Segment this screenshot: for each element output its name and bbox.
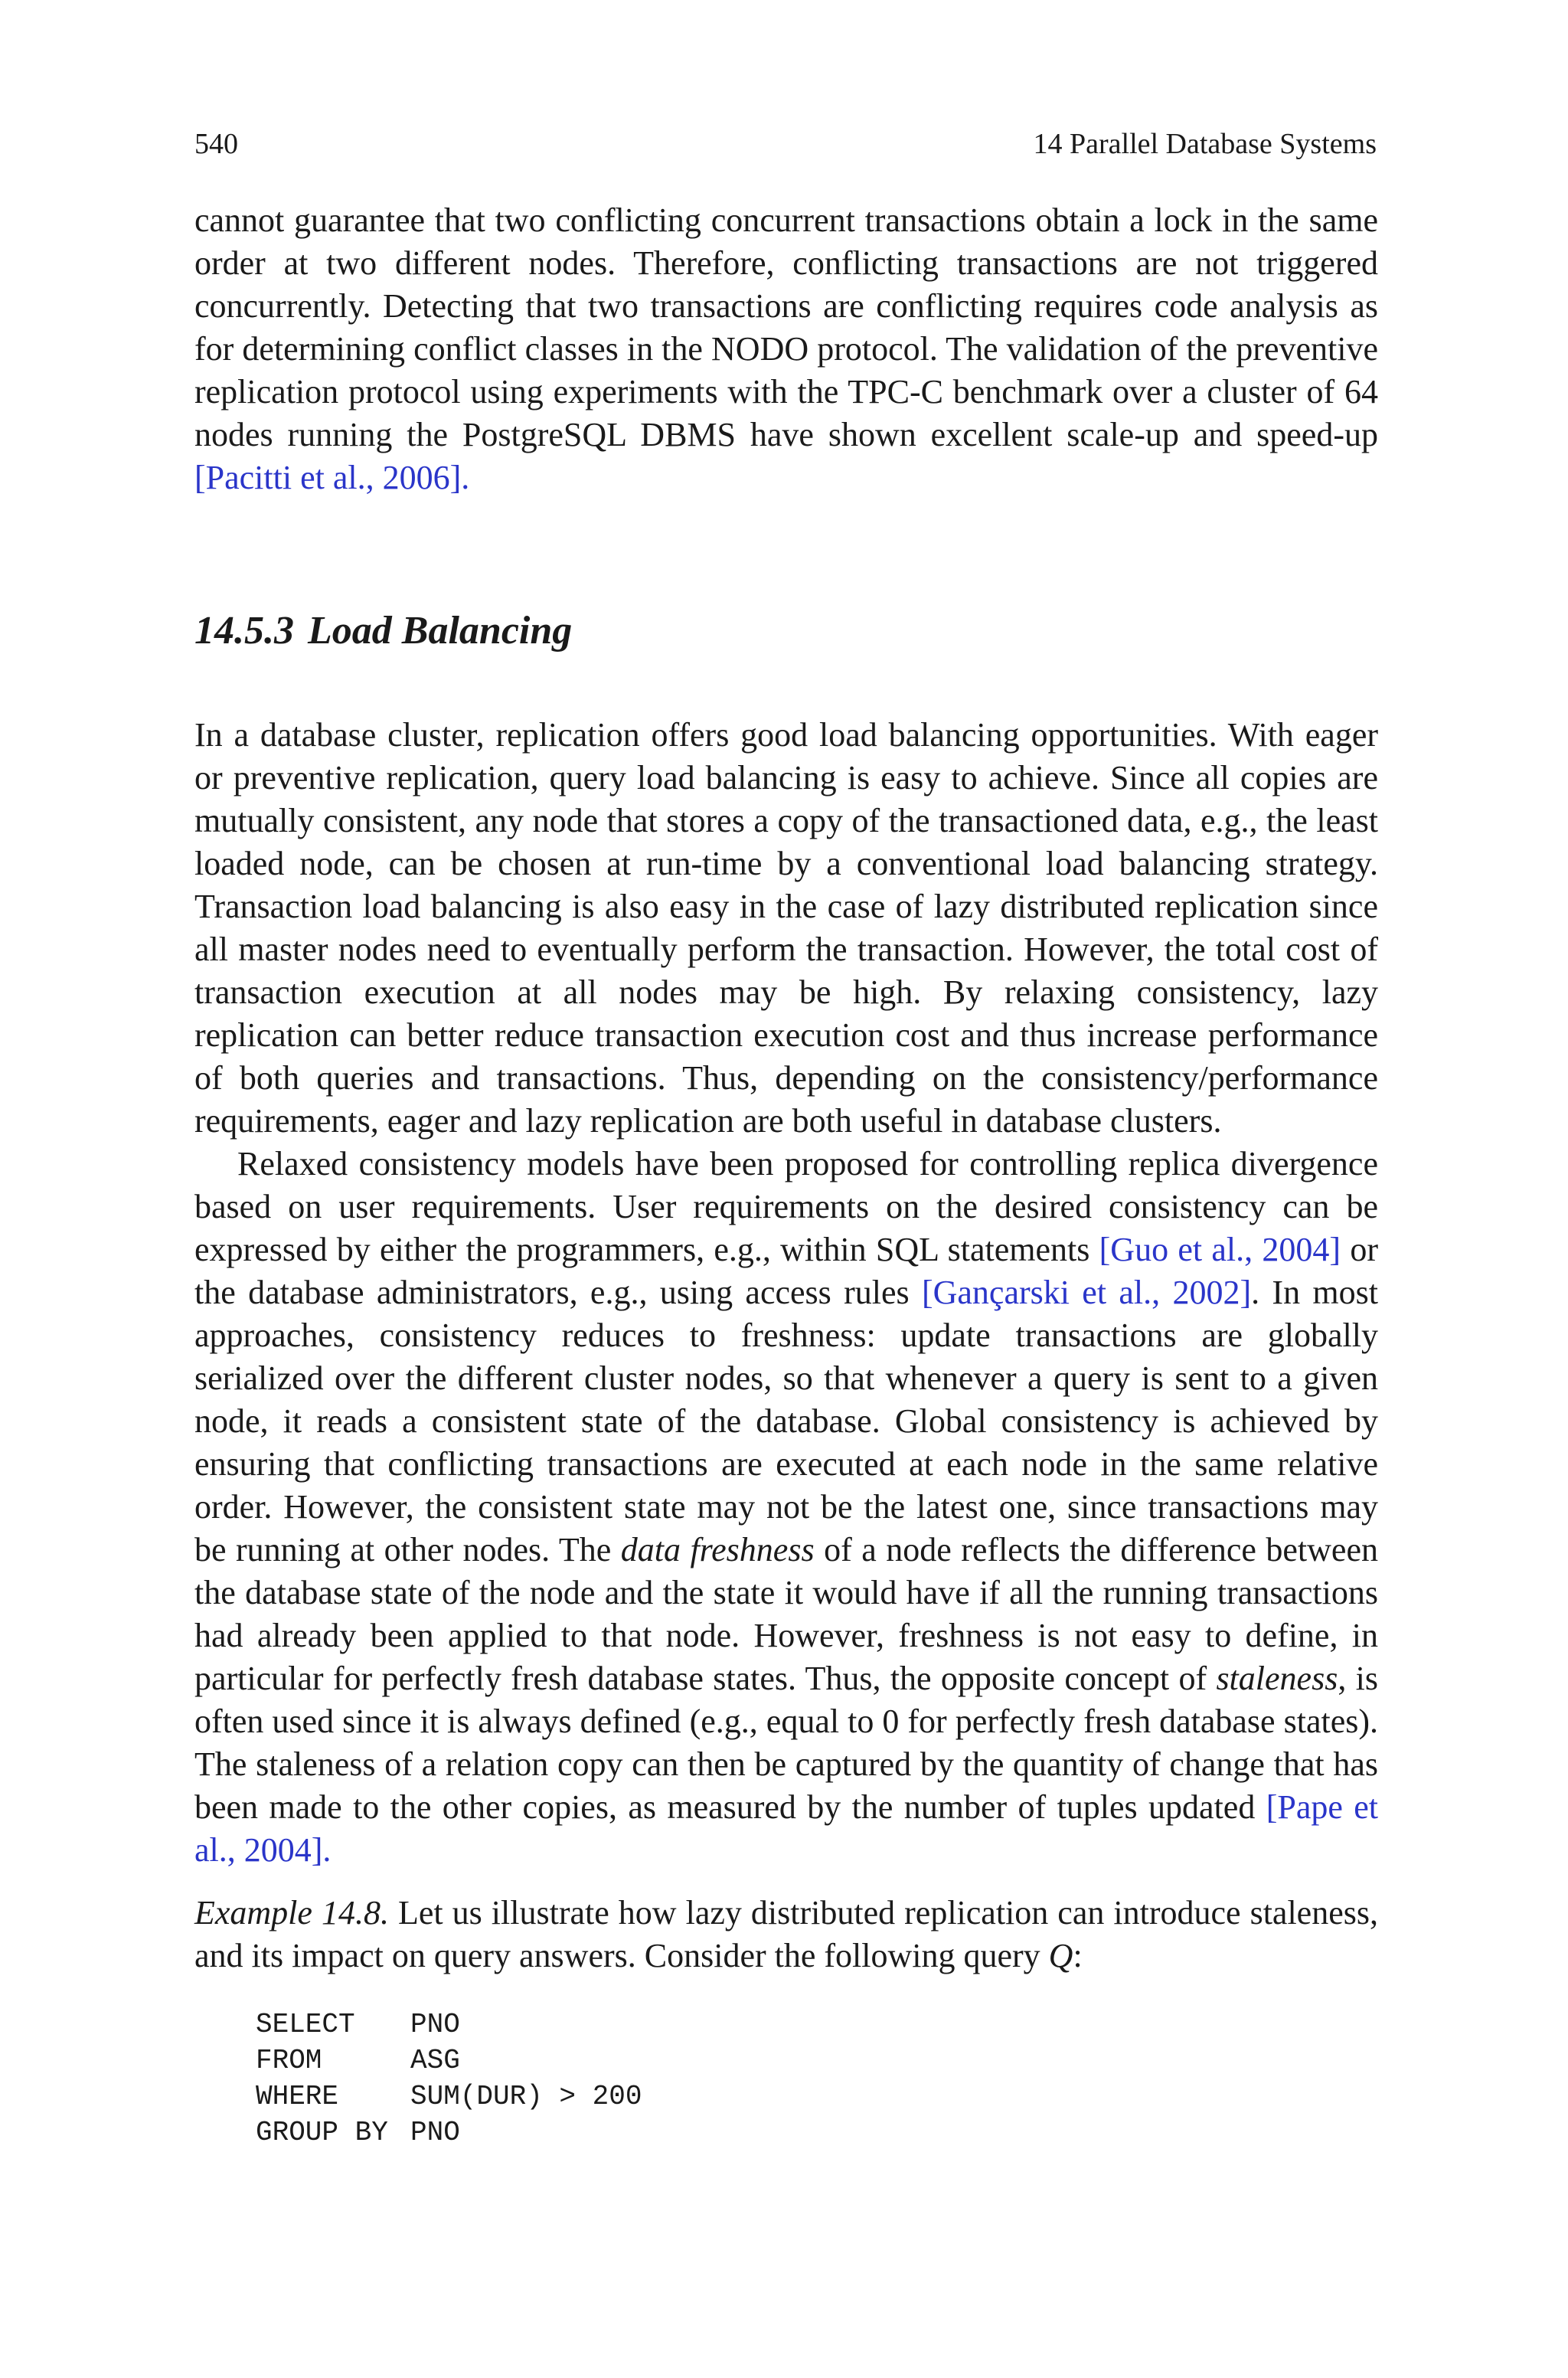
citation-link[interactable]: [Guo et al., 2004] xyxy=(1099,1231,1341,1268)
sql-keyword: FROM xyxy=(256,2045,322,2076)
sql-query-block xyxy=(256,2007,642,2151)
paragraph-text: In a database cluster, replication offers good load balancing opportunities. With eager or preventive replication, query load balancing is easy to achieve. Since all copies are mutually consistent, any node that stores a copy of the transactioned data, e.g., the least loaded node, can be chosen at run-time by a conventional load balancing strategy. Transaction load balancing is also easy in the case of lazy distributed replication since all master nodes need to eventually perform the transaction. However, the total cost of transaction execution at all nodes may be high. By relaxing consistency, lazy replication can better reduce transaction execution cost and thus increase performance of both queries and transactions. Thus, depending on the consistency/performance requirements, eager and lazy replication are both useful in database clusters. xyxy=(194,716,1378,1140)
paragraph-text: or the database administrators, e.g., using access rules xyxy=(194,1231,1379,1311)
paragraph-end: : xyxy=(1073,1937,1083,1974)
paragraph-end: . xyxy=(322,1831,332,1869)
paragraph-text: Relaxed consistency models have been proposed for controlling replica divergence based on user requirements. User requirements on the desired consistency can be expressed by either the programmers, e.g., within SQL statements xyxy=(194,1145,1378,1268)
sql-keyword: SELECT xyxy=(256,2009,355,2040)
section-title: Load Balancing xyxy=(308,609,573,653)
page-number: 540 xyxy=(194,128,238,160)
paragraph-load-balancing xyxy=(194,714,1378,1143)
running-header xyxy=(194,123,1377,165)
sql-keyword: GROUP BY xyxy=(256,2117,388,2148)
sql-keyword: WHERE xyxy=(256,2081,339,2112)
citation-link[interactable]: [Pacitti et al., 2006] xyxy=(194,459,462,496)
sql-argument: PNO xyxy=(410,2009,460,2040)
paragraph-text: . In most approaches, consistency reduces to freshness: update transactions are globally serialized over the different cluster nodes, so that whenever a query is sent to a given node, it reads a consistent state of the database. Global consistency is achieved by ensuring that conflicting transactions are executed at each node in the same relative order. However, the consistent state may not be the latest one, since transactions may be running at other nodes. The xyxy=(194,1274,1378,1568)
section-number: 14.5.3 xyxy=(194,609,294,653)
example-label: Example 14.8. xyxy=(194,1894,389,1932)
paragraph-end: . xyxy=(461,459,470,496)
sql-argument: ASG xyxy=(410,2045,460,2076)
sql-line xyxy=(256,2079,642,2115)
sql-argument: PNO xyxy=(410,2117,460,2148)
section-heading xyxy=(194,607,572,656)
paragraph-text: , is often used since it is always defined (e.g., equal to 0 for perfectly fresh database states). The staleness of a relation copy can then be captured by the quantity of change that has been made to the other copies, as measured by the number of tuples updated xyxy=(194,1660,1378,1826)
paragraph-preventive-replication xyxy=(194,199,1378,499)
paragraph-relaxed-consistency xyxy=(194,1143,1378,1872)
sql-line xyxy=(256,2115,642,2151)
sql-line xyxy=(256,2007,642,2043)
emphasized-term: data freshness xyxy=(620,1531,815,1568)
paragraph-example xyxy=(194,1892,1378,1977)
sql-line xyxy=(256,2043,642,2079)
sql-argument: SUM(DUR) > 200 xyxy=(410,2081,642,2112)
emphasized-term: staleness xyxy=(1216,1660,1338,1697)
paragraph-text: cannot guarantee that two conflicting concurrent transactions obtain a lock in the same order at two different nodes. Therefore, conflicting transactions are not triggered concurrently. Detecting that two transactions are conflicting requires code analysis as for determining conflict classes in the NODO protocol. The validation of the preventive replication protocol using experiments with the TPC-C benchmark over a cluster of 64 nodes running the PostgreSQL DBMS have shown excellent scale-up and speed-up xyxy=(194,201,1378,453)
query-variable: Q xyxy=(1048,1937,1073,1974)
paragraph-text: of a node reflects the difference between the database state of the node and the state it would have if all the running transactions had already been applied to that node. However, freshness is not easy to define, in particular for perfectly fresh database states. Thus, the opposite concept of xyxy=(194,1531,1378,1697)
citation-link[interactable]: [Pape et al., 2004] xyxy=(194,1788,1379,1869)
paragraph-text: Let us illustrate how lazy distributed replication can introduce staleness, and its impact on query answers. Consider the following query xyxy=(194,1894,1378,1974)
chapter-running-title: 14 Parallel Database Systems xyxy=(1033,128,1377,160)
citation-link[interactable]: [Gançarski et al., 2002] xyxy=(921,1274,1252,1311)
